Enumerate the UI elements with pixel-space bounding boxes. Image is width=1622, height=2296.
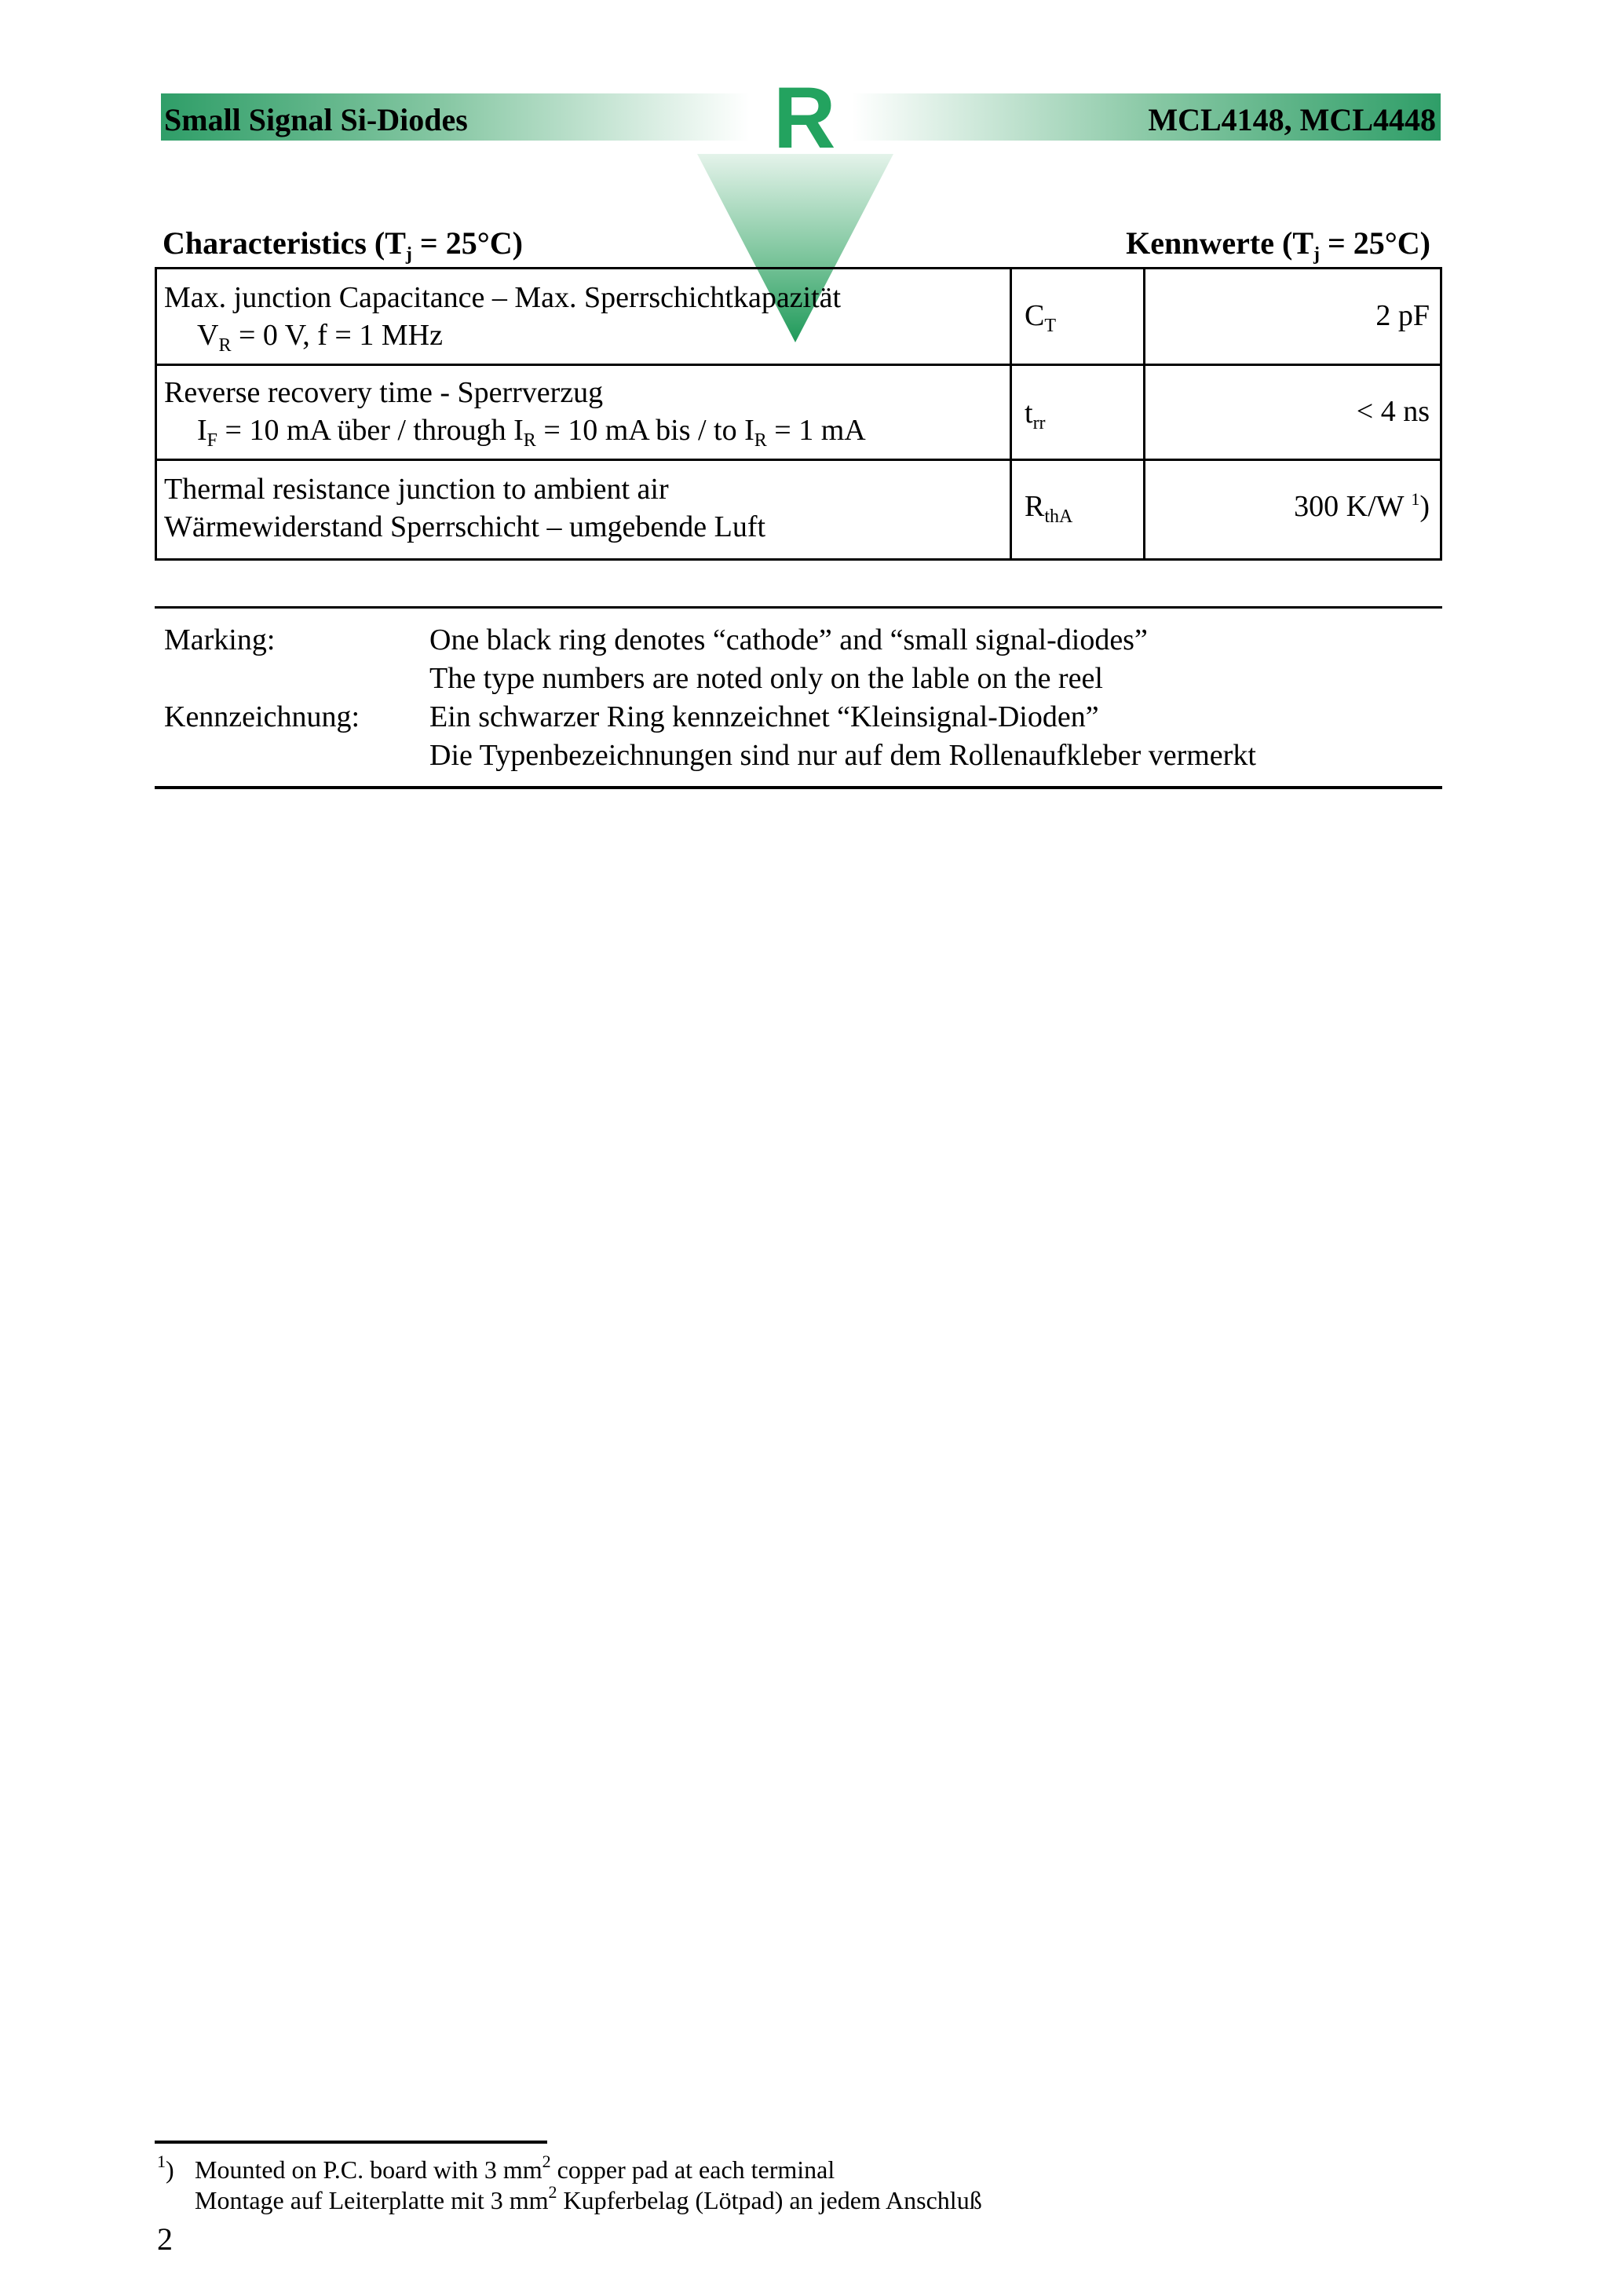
kennwerte-heading: Kennwerte $(T_j = 25^\circ C)$ — [1126, 225, 1430, 265]
row-description: Max. junction Capacitance – Max. Sperrschichtkapazität $V_R = 0$ V, f = 1 MHz — [164, 281, 842, 356]
marking-line: One black ring denotes “cathode” and “small signal-diodes” — [429, 623, 1148, 656]
footnote-line-de: Montage auf Leiterplatte mit 3 $mm^2$ Kupferbelag (Lötpad) an jedem Anschluß — [195, 2182, 982, 2214]
table-row — [155, 461, 1442, 556]
header-left-title: Small Signal Si-Diodes — [164, 102, 468, 137]
footnote-marker: $^1$) — [157, 2152, 174, 2184]
table-row — [155, 366, 1442, 461]
logo-r: R — [773, 70, 833, 166]
row-symbol: $C_T$ — [1025, 299, 1057, 336]
row-description: Reverse recovery time - Sperrverzug $I_F = 10$ mA über / through $I_R = 10$ mA bis / to $I_R = 1$ mA — [164, 376, 866, 451]
characteristics-table — [155, 267, 1442, 561]
characteristics-heading: Characteristics $(T_j = 25^\circ C)$ — [163, 225, 523, 265]
row-value: 300 K/W $^1$) — [1294, 489, 1430, 523]
row-description: Thermal resistance junction to ambient air Wärmewiderstand Sperrschicht – umgebende Luft — [164, 473, 766, 543]
marking-line: The type numbers are noted only on the lable on the reel — [429, 662, 1103, 695]
footnote-rule — [155, 2141, 547, 2144]
marking-line: Ein schwarzer Ring kennzeichnet “Kleinsignal-Dioden” — [429, 700, 1099, 733]
row-value: 2 pF — [1375, 299, 1430, 332]
marking-line: Die Typenbezeichnungen sind nur auf dem Rollenaufkleber vermerkt — [429, 739, 1256, 772]
kennzeichnung-label: Kennzeichnung: — [164, 700, 360, 733]
table-row — [155, 269, 1442, 366]
header-right-title: MCL4148, MCL4448 — [1148, 102, 1436, 137]
marking-section — [155, 606, 1442, 789]
footnote-line-en: Mounted on P.C. board with 3 $mm^2$ copper pad at each terminal — [195, 2152, 835, 2184]
row-symbol: $R_{thA}$ — [1025, 490, 1073, 527]
marking-label: Marking: — [164, 623, 276, 656]
row-symbol: $t_{rr}$ — [1025, 397, 1046, 433]
page-number: 2 — [157, 2221, 173, 2257]
row-value: < 4 ns — [1356, 395, 1430, 428]
